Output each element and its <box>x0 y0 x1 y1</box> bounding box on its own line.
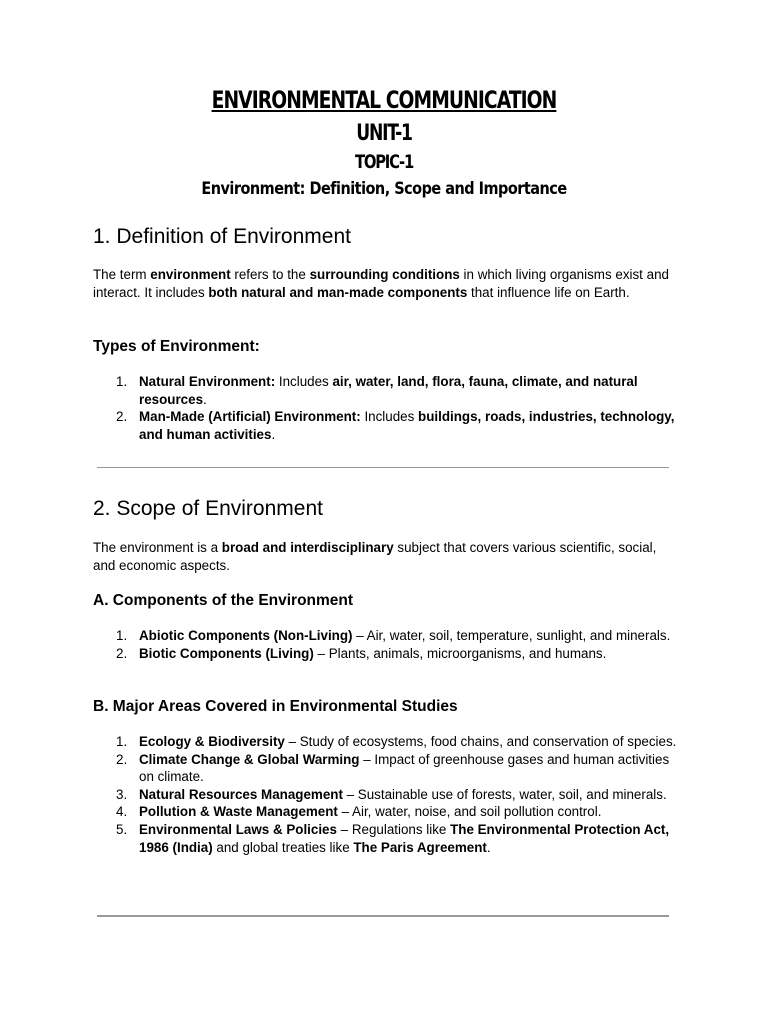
unit-label: UNIT-1 <box>356 121 412 146</box>
areas-heading: B. Major Areas Covered in Environmental Studies <box>93 698 458 715</box>
list-item: 5. Environmental Laws & Policies – Regulations like The Environmental Protection Act, 1986 (India) and global treaties like The Paris Agreement. <box>116 821 670 855</box>
section-1-intro: The term environment refers to the surrounding conditions in which living organisms exist and interact. It includes both natural and man-made components that influence life on Earth. <box>93 267 669 300</box>
list-item: 4. Pollution & Waste Management – Air, water, noise, and soil pollution control. <box>116 804 602 820</box>
topic-label: TOPIC-1 <box>354 151 414 173</box>
section-2-heading: 2. Scope of Environment <box>93 497 323 520</box>
areas-list <box>93 733 678 856</box>
list-item: 2. Man-Made (Artificial) Environment: Includes buildings, roads, industries, technology, and human activities. <box>116 409 675 442</box>
divider <box>97 915 669 917</box>
divider <box>97 467 669 468</box>
section-2-intro: The environment is a broad and interdisciplinary subject that covers various scientific, social, and economic aspects. <box>93 540 657 573</box>
list-item: 1. Natural Environment: Includes air, water, land, flora, fauna, climate, and natural resources. <box>116 374 638 407</box>
document-subtitle: Environment: Definition, Scope and Importance <box>201 179 567 199</box>
document-title: ENVIRONMENTAL COMMUNICATION <box>211 86 557 114</box>
list-item: 3. Natural Resources Management – Sustainable use of forests, water, soil, and minerals. <box>116 786 667 802</box>
components-heading: A. Components of the Environment <box>93 592 354 609</box>
types-list <box>93 373 678 443</box>
components-list <box>93 627 678 662</box>
list-item: 2. Climate Change & Global Warming – Impact of greenhouse gases and human activities on climate. <box>116 751 670 785</box>
list-item: 2. Biotic Components (Living) – Plants, animals, microorganisms, and humans. <box>116 645 607 661</box>
list-item: 1. Abiotic Components (Non-Living) – Air, water, soil, temperature, sunlight, and minerals. <box>116 628 671 643</box>
section-1-heading: 1. Definition of Environment <box>93 225 351 248</box>
list-item: 1. Ecology & Biodiversity – Study of ecosystems, food chains, and conservation of species. <box>116 734 677 749</box>
types-heading: Types of Environment: <box>93 338 260 355</box>
